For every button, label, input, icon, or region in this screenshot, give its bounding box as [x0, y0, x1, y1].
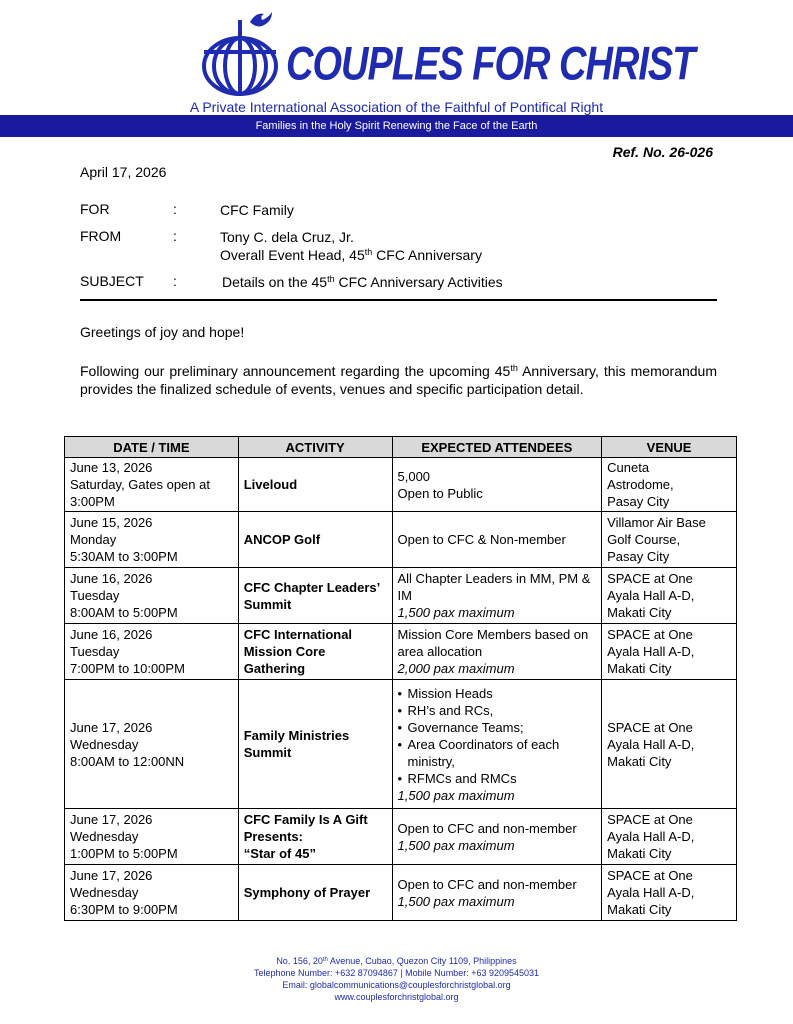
activity-cell: CFC Family Is A Gift Presents: “Star of 45”: [238, 809, 392, 865]
venue-cell: SPACE at One Ayala Hall A-D, Makati City: [602, 568, 737, 624]
list-item: • Governance Teams;: [398, 719, 597, 736]
list-item: • RFMCs and RMCs: [398, 770, 597, 787]
table-row: [65, 865, 737, 921]
greeting: Greetings of joy and hope!: [80, 324, 245, 340]
list-item: • Area Coordinators of each ministry,: [398, 736, 597, 770]
colon: :: [173, 273, 177, 289]
table-header-row: [65, 437, 737, 458]
attendees-note: 1,500 pax maximum: [397, 605, 515, 620]
attendees-note: 1,500 pax maximum: [397, 893, 515, 909]
column-header-venue: VENUE: [602, 437, 737, 458]
from-value: [220, 228, 482, 264]
from-label: FROM: [80, 228, 122, 244]
date-cell: June 17, 2026 Wednesday 8:00AM to 12:00NN: [65, 680, 239, 809]
column-header-attendees: EXPECTED ATTENDEES: [392, 437, 602, 458]
subject-label: SUBJECT: [80, 273, 144, 289]
attendees-cell: [392, 680, 602, 809]
org-name: COUPLES FOR CHRIST: [286, 38, 695, 91]
table-row: [65, 624, 737, 680]
activity-cell: CFC Chapter Leaders’ Summit: [238, 568, 392, 624]
venue-cell: SPACE at One Ayala Hall A-D, Makati City: [602, 809, 737, 865]
date-cell: June 17, 2026 Wednesday 6:30PM to 9:00PM: [65, 865, 239, 921]
footer-address: No. 156, 20th Avenue, Cubao, Quezon City 1109, Philippines: [276, 956, 517, 966]
activity-cell: Symphony of Prayer: [238, 865, 392, 921]
for-value: CFC Family: [220, 202, 294, 218]
org-tagline: A Private International Association of the Faithful of Pontifical Right: [189, 99, 604, 115]
cfc-emblem-icon: [198, 8, 288, 100]
footer-website-link[interactable]: www.couplesforchristglobal.org: [334, 992, 459, 1002]
activity-cell: CFC International Mission Core Gathering: [238, 624, 392, 680]
table-row: [65, 568, 737, 624]
column-header-activity: ACTIVITY: [238, 437, 392, 458]
table-row: [65, 458, 737, 512]
date-cell: June 15, 2026 Monday 5:30AM to 3:00PM: [65, 512, 239, 568]
activity-cell: Family Ministries Summit: [238, 680, 392, 809]
attendees-note: 2,000 pax maximum: [397, 661, 515, 676]
org-motto: Families in the Holy Spirit Renewing the Face of the Earth: [255, 120, 538, 132]
list-item: • Mission Heads: [398, 685, 597, 702]
for-label: FOR: [80, 201, 110, 217]
date-cell: June 17, 2026 Wednesday 1:00PM to 5:00PM: [65, 809, 239, 865]
attendees-cell: 5,000 Open to Public: [392, 458, 602, 512]
activity-cell: ANCOP Golf: [238, 512, 392, 568]
date-cell: June 16, 2026 Tuesday 8:00AM to 5:00PM: [65, 568, 239, 624]
cfc-logo: [198, 8, 695, 100]
from-title: Overall Event Head, 45th CFC Anniversary: [220, 247, 482, 263]
reference-number: Ref. No. 26-026: [612, 144, 713, 160]
attendees-note: 1,500 pax maximum: [397, 837, 515, 853]
date-cell: June 16, 2026 Tuesday 7:00PM to 10:00PM: [65, 624, 239, 680]
attendees-cell: All Chapter Leaders in MM, PM & IM 1,500 pax maximum: [392, 568, 602, 624]
date-cell: June 13, 2026 Saturday, Gates open at 3:00PM: [65, 458, 239, 512]
attendees-list: [398, 685, 597, 787]
activity-cell: Liveloud: [238, 458, 392, 512]
colon: :: [173, 228, 177, 244]
table-row: [65, 809, 737, 865]
attendees-note: 1,500 pax maximum: [397, 787, 515, 803]
column-header-date: DATE / TIME: [65, 437, 239, 458]
footer-phones: Telephone Number: +632 87094867 | Mobile Number: +63 9209545031: [253, 968, 540, 978]
divider: [80, 299, 717, 301]
list-item: • RH’s and RCs,: [398, 702, 597, 719]
from-name: Tony C. dela Cruz, Jr.: [220, 229, 354, 245]
attendees-cell: Open to CFC & Non-member: [392, 512, 602, 568]
schedule-table: [64, 436, 737, 921]
venue-cell: SPACE at One Ayala Hall A-D, Makati City: [602, 624, 737, 680]
venue-cell: Cuneta Astrodome, Pasay City: [602, 458, 737, 512]
table-row: [65, 512, 737, 568]
subject-value: Details on the 45th CFC Anniversary Activities: [222, 274, 503, 290]
attendees-cell: Open to CFC and non-member 1,500 pax maximum: [392, 865, 602, 921]
attendees-cell: Mission Core Members based on area allocation 2,000 pax maximum: [392, 624, 602, 680]
footer-email[interactable]: Email: globalcommunications@couplesforchristglobal.org: [282, 980, 511, 990]
intro-paragraph: Following our preliminary announcement regarding the upcoming 45th Anniversary, this memorandum provides the finalized schedule of events, venues and specific participation detail.: [80, 363, 717, 397]
colon: :: [173, 201, 177, 217]
table-row: [65, 680, 737, 809]
venue-cell: SPACE at One Ayala Hall A-D, Makati City: [602, 865, 737, 921]
attendees-cell: Open to CFC and non-member 1,500 pax maximum: [392, 809, 602, 865]
venue-cell: Villamor Air Base Golf Course, Pasay City: [602, 512, 737, 568]
venue-cell: SPACE at One Ayala Hall A-D, Makati City: [602, 680, 737, 809]
page-footer: [0, 955, 793, 1003]
memo-date: April 17, 2026: [80, 164, 167, 180]
